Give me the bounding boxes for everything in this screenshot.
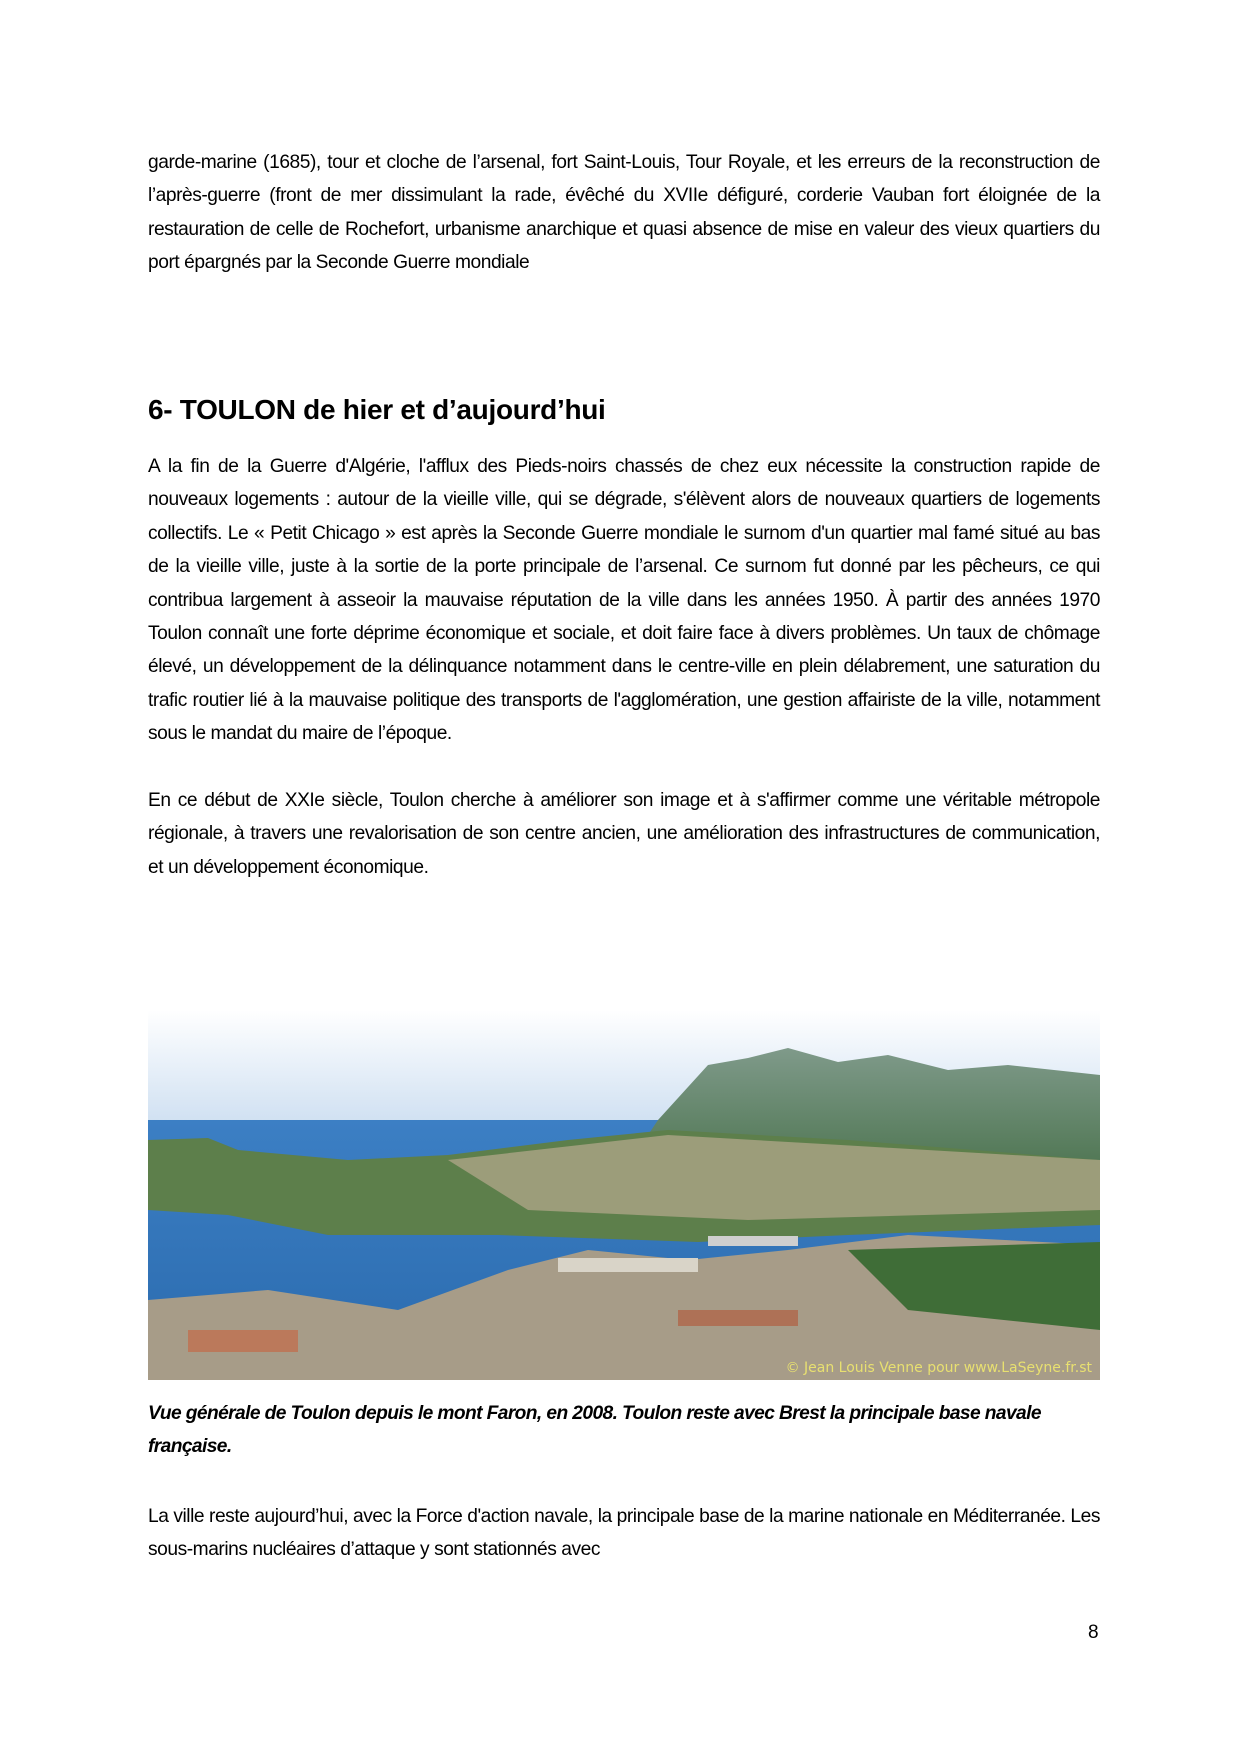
photo-illustration	[148, 1010, 1100, 1380]
aircraft-carrier	[708, 1236, 798, 1246]
paragraph-intro-continuation: garde-marine (1685), tour et cloche de l’arsenal, fort Saint-Louis, Tour Royale, et les erreurs de la reconstruction de l’après-guerre (front de mer dissimulant la rade, évêché du XVIIe défiguré, corderie Vauban fort éloignée de la restauration de celle de Rochefort, urbanisme anarchique et quasi absence de mise en valeur des vieux quartiers du port épargnés par la Seconde Guerre mondiale	[148, 152, 1100, 274]
roof	[188, 1330, 298, 1352]
page-number: 8	[1088, 1622, 1099, 1643]
toulon-aerial-photo	[148, 1010, 1100, 1380]
paragraph-naval-base: La ville reste aujourd’hui, avec la Force d'action navale, la principale base de la marine nationale en Méditerranée. Les sous-marins nucléaires d’attaque y sont stationnés avec	[148, 1506, 1100, 1561]
paragraph-history: A la fin de la Guerre d'Algérie, l'afflux des Pieds-noirs chassés de chez eux nécessite la construction rapide de nouveaux logements : autour de la vieille ville, qui se dégrade, s'élèvent alors de nouveaux quartiers de logements collectifs. Le « Petit Chicago » est après la Seconde Guerre mondiale le surnom d'un quartier mal famé situé au bas de la vieille ville, juste à la sortie de la porte principale de l’arsenal. Ce surnom fut donné par les pêcheurs, ce qui contribua largement à asseoir la mauvaise réputation de la ville dans les années 1950. À partir des années 1970 Toulon connaît une forte déprime économique et sociale, et doit faire face à divers problèmes. Un taux de chômage élevé, un développement de la délinquance notamment dans le centre-ville en plein délabrement, une saturation du trafic routier lié à la mauvaise politique des transports de l'agglomération, une gestion affairiste de la ville, notamment sous le mandat du maire de l’époque.	[148, 456, 1100, 745]
paragraph-21st-century: En ce début de XXIe siècle, Toulon cherche à améliorer son image et à s'affirmer comme une véritable métropole régionale, à travers une revalorisation de son centre ancien, une amélioration des infrastructures de communication, et un développement économique.	[148, 790, 1100, 878]
pier	[558, 1258, 698, 1272]
roof	[678, 1310, 798, 1326]
photo-caption: Vue générale de Toulon depuis le mont Faron, en 2008. Toulon reste avec Brest la principale base navale française.	[148, 1403, 1041, 1458]
section-heading: 6- TOULON de hier et d’aujourd’hui	[148, 394, 606, 425]
photo-watermark: © Jean Louis Venne pour www.LaSeyne.fr.st	[785, 1360, 1092, 1376]
